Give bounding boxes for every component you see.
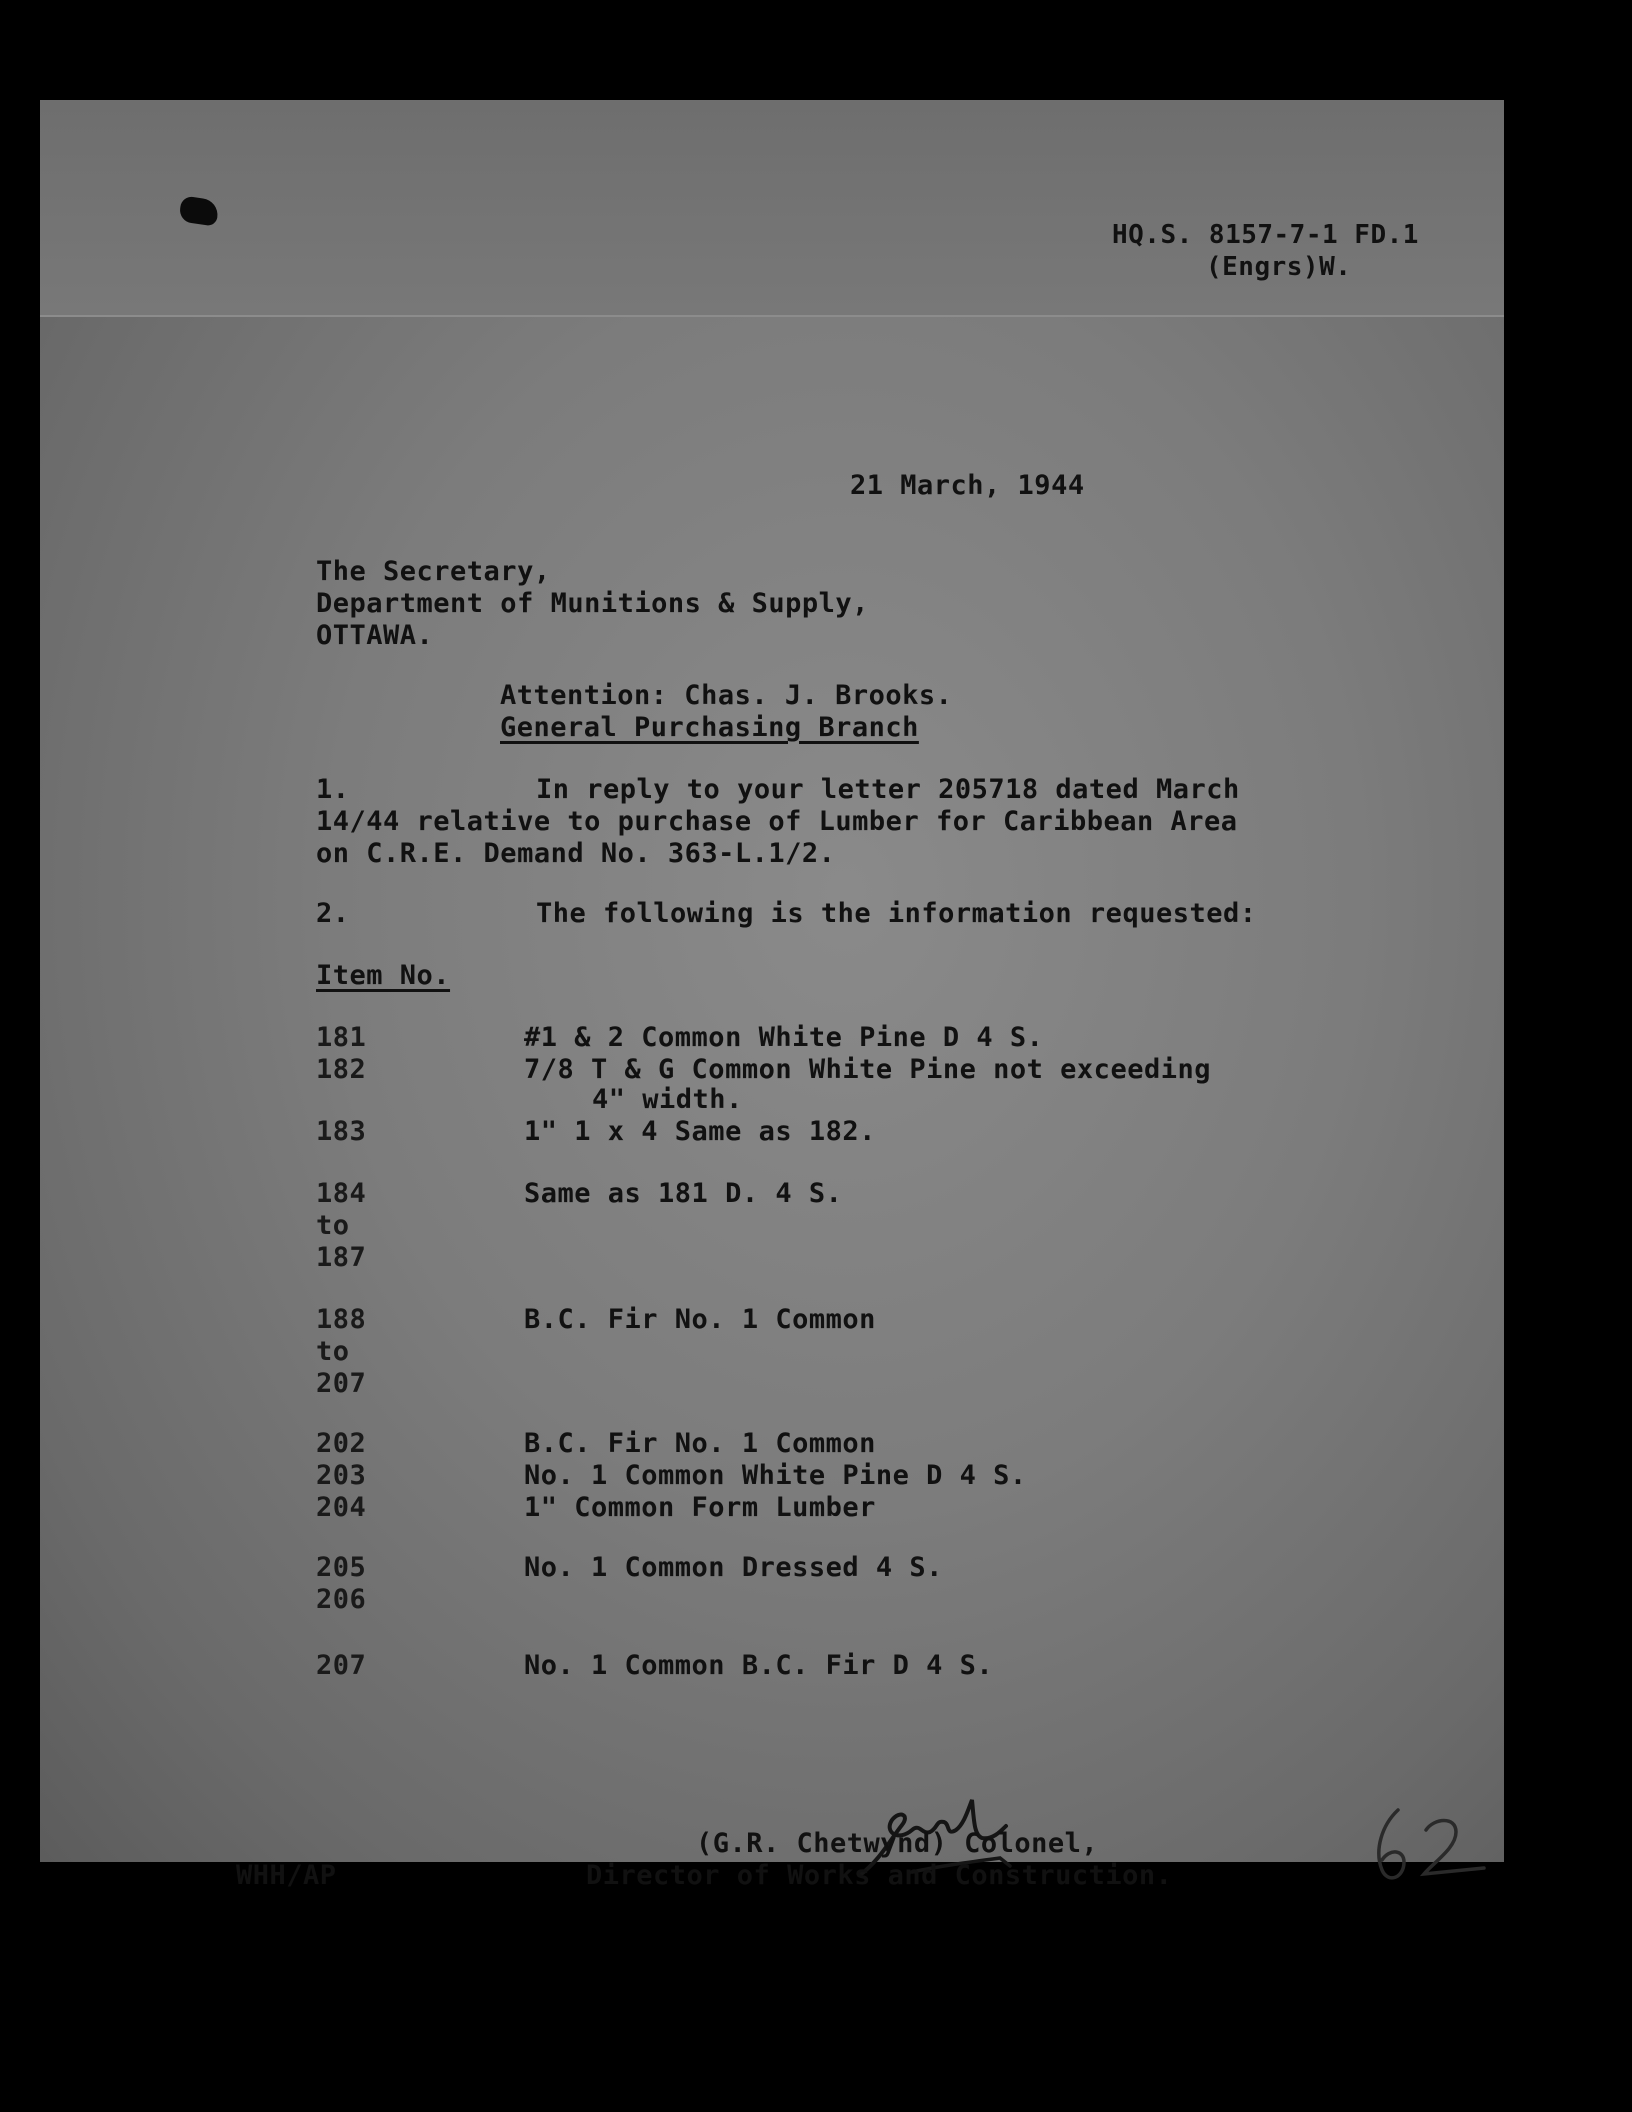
signatory-name: (G.R. Chetwynd) Colonel, — [696, 1828, 1099, 1859]
addressee-line-3: OTTAWA. — [316, 620, 434, 651]
item-number: 184 — [316, 1178, 367, 1209]
item-number: 188 — [316, 1304, 367, 1335]
letter-date: 21 March, 1944 — [850, 470, 1085, 501]
item-number: 203 — [316, 1460, 367, 1491]
item-description: No. 1 Common B.C. Fir D 4 S. — [524, 1650, 994, 1681]
addressee-line-2: Department of Munitions & Supply, — [316, 588, 869, 619]
item-description: No. 1 Common Dressed 4 S. — [524, 1552, 943, 1583]
paragraph-1-line-2: 14/44 relative to purchase of Lumber for Caribbean Area — [316, 806, 1238, 837]
letter-paper — [40, 100, 1504, 1891]
signatory-title: Director of Works and Construction. — [586, 1860, 1173, 1891]
item-number: 182 — [316, 1054, 367, 1085]
file-strip — [40, 100, 1504, 317]
handwritten-page-number — [1360, 1790, 1510, 1890]
item-description: B.C. Fir No. 1 Common — [524, 1304, 876, 1335]
item-number: 202 — [316, 1428, 367, 1459]
item-description: Same as 181 D. 4 S. — [524, 1178, 843, 1209]
paragraph-2-number: 2. — [316, 898, 350, 929]
item-description: No. 1 Common White Pine D 4 S. — [524, 1460, 1027, 1491]
item-number: 205 — [316, 1552, 367, 1583]
item-description: 1" 1 x 4 Same as 182. — [524, 1116, 876, 1147]
item-number-end: 207 — [316, 1368, 367, 1399]
item-description-continued: 4" width. — [592, 1084, 743, 1115]
item-range-word: to — [316, 1210, 350, 1241]
item-description: B.C. Fir No. 1 Common — [524, 1428, 876, 1459]
addressee-line-1: The Secretary, — [316, 556, 551, 587]
item-number-second: 206 — [316, 1584, 367, 1615]
item-number: 183 — [316, 1116, 367, 1147]
items-header: Item No. — [316, 960, 451, 991]
typist-initials: WHH/AP — [236, 1860, 337, 1891]
item-number: 181 — [316, 1022, 367, 1053]
item-range-word: to — [316, 1336, 350, 1367]
item-number: 207 — [316, 1650, 367, 1681]
attention-branch: General Purchasing Branch — [500, 712, 919, 743]
paragraph-2-text: The following is the information requested: — [536, 898, 1257, 929]
paragraph-1-line-3: on C.R.E. Demand No. 363-L.1/2. — [316, 838, 836, 869]
attention-line: Attention: Chas. J. Brooks. — [500, 680, 953, 711]
file-reference: HQ.S. 8157-7-1 FD.1 — [1112, 220, 1419, 250]
paragraph-1-number: 1. — [316, 774, 350, 805]
item-description: 1" Common Form Lumber — [524, 1492, 876, 1523]
file-reference-branch: (Engrs)W. — [1206, 252, 1352, 282]
item-description: #1 & 2 Common White Pine D 4 S. — [524, 1022, 1044, 1053]
paragraph-1-line-1: In reply to your letter 205718 dated March — [536, 774, 1240, 805]
item-description: 7/8 T & G Common White Pine not exceeding — [524, 1054, 1211, 1085]
item-number: 204 — [316, 1492, 367, 1523]
item-number-end: 187 — [316, 1242, 367, 1273]
